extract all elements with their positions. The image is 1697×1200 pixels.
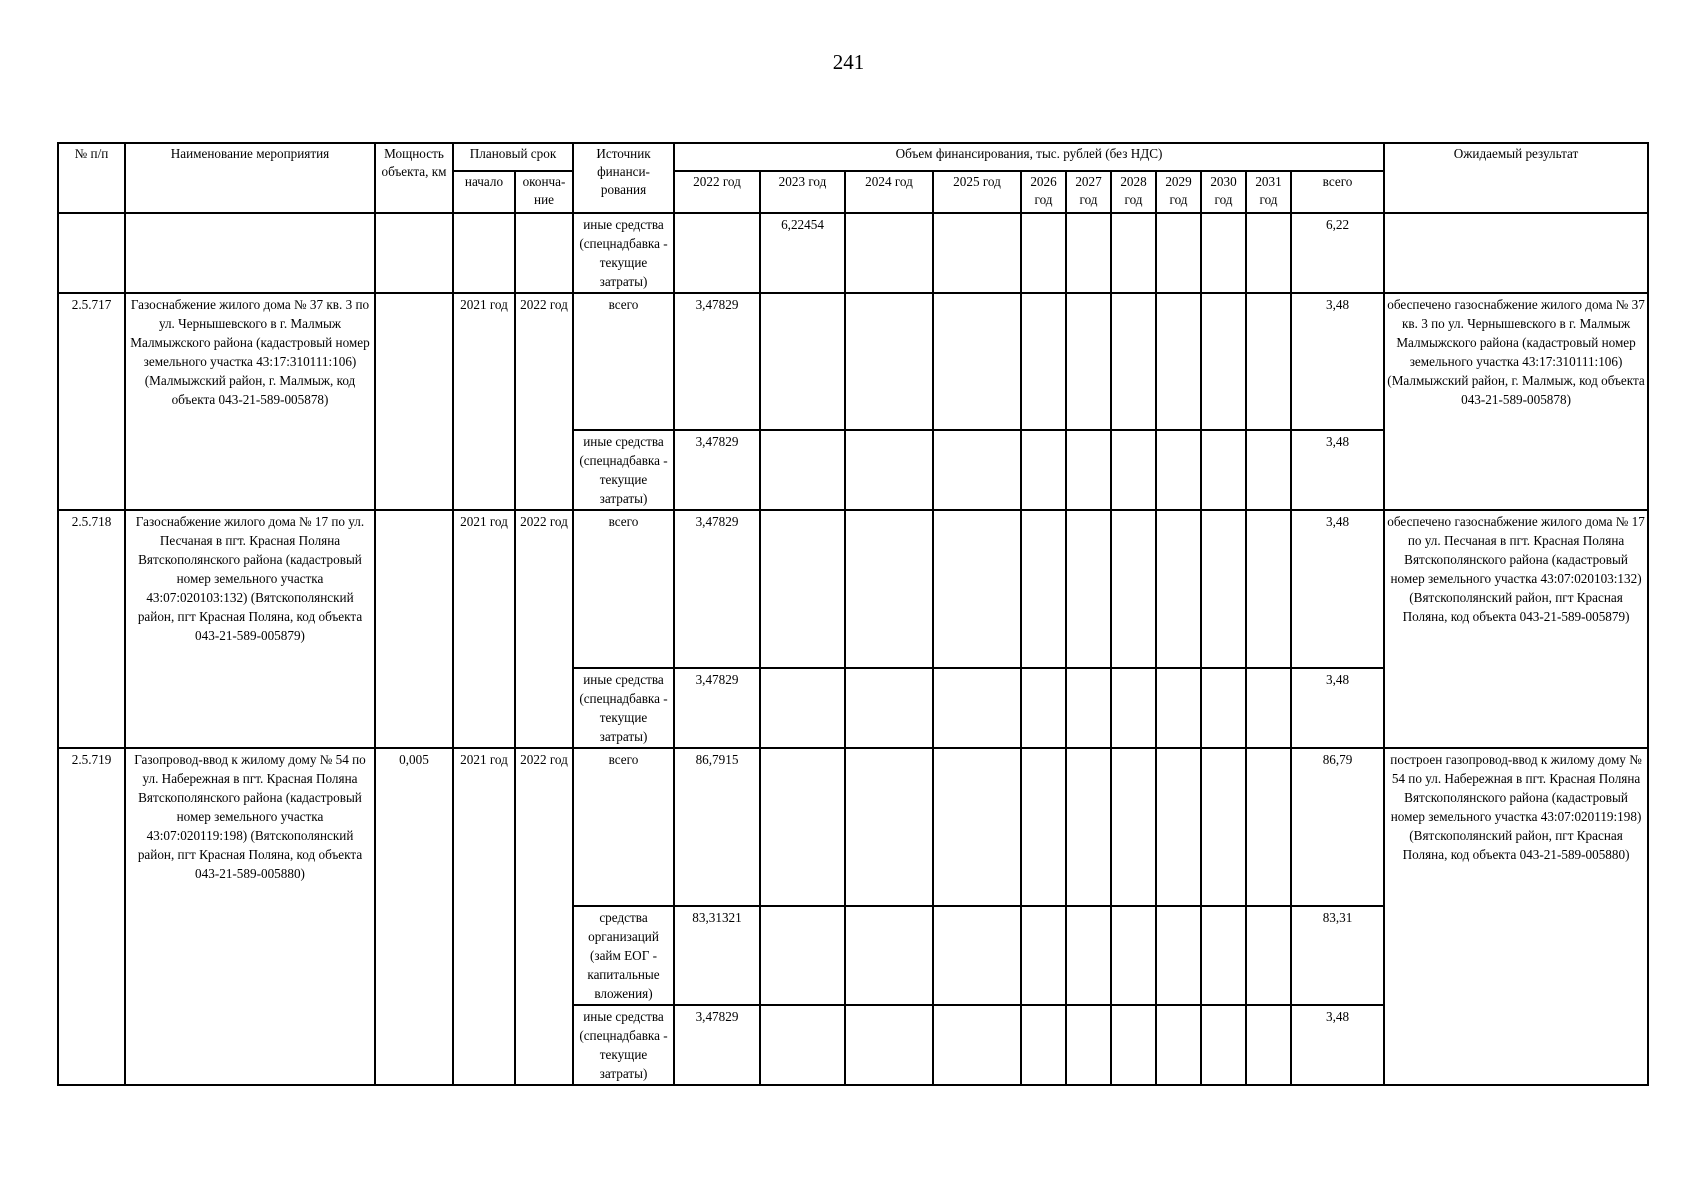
col-volume-header: Объем финансирования, тыс. рублей (без НДС)	[674, 143, 1384, 171]
row-number: 2.5.719	[58, 748, 125, 1085]
start-cell: 2021 год	[453, 510, 515, 748]
total-cell: 83,31	[1291, 906, 1384, 1005]
total-cell: 3,48	[1291, 1005, 1384, 1085]
total-cell: 86,79	[1291, 748, 1384, 906]
col-total-header: всего	[1291, 171, 1384, 213]
header-row-top	[58, 143, 1648, 171]
table-row	[58, 510, 1648, 668]
col-year-2026: 2026 год	[1021, 171, 1066, 213]
table-row	[58, 748, 1648, 906]
col-end-header: оконча-ние	[515, 171, 573, 213]
total-cell: 3,48	[1291, 510, 1384, 668]
table-row	[58, 293, 1648, 430]
col-year-2023: 2023 год	[760, 171, 845, 213]
col-year-2024: 2024 год	[845, 171, 933, 213]
value-cell: 86,7915	[674, 748, 760, 906]
col-year-2022: 2022 год	[674, 171, 760, 213]
table-row	[58, 213, 1648, 293]
value-cell: 83,31321	[674, 906, 760, 1005]
expected-result: обеспечено газоснабжение жилого дома № 37 кв. 3 по ул. Чернышевского в г. Малмыж Малмыжского района (кадастровый номер земельного участка 43:17:310111:106) (Малмыжский район, г. Малмыж, код объекта 043-21-589-005878)	[1384, 293, 1648, 510]
end-cell: 2022 год	[515, 748, 573, 1085]
col-result-header: Ожидаемый результат	[1384, 143, 1648, 213]
page-number: 241	[832, 50, 865, 74]
col-source-header: Источник финанси-рования	[573, 143, 674, 213]
end-cell: 2022 год	[515, 510, 573, 748]
source-cell: иные средства (спецнадбавка - текущие затраты)	[573, 668, 674, 748]
value-cell: 3,47829	[674, 1005, 760, 1085]
total-cell: 3,48	[1291, 293, 1384, 430]
event-name: Газопровод-ввод к жилому дому № 54 по ул. Набережная в пгт. Красная Поляна Вятскополянского района (кадастровый номер земельного участка 43:07:020119:198) (Вятскополянский район, пгт Красная Поляна, код объекта 043-21-589-005880)	[125, 748, 375, 1085]
event-name: Газоснабжение жилого дома № 17 по ул. Песчаная в пгт. Красная Поляна Вятскополянского района (кадастровый номер земельного участка 43:07:020103:132) (Вятскополянский район, пгт Красная Поляна, код объекта 043-21-589-005879)	[125, 510, 375, 748]
col-capacity-header: Мощность объекта, км	[375, 143, 453, 213]
col-planned-term-header: Плановый срок	[453, 143, 573, 171]
value-cell: 3,47829	[674, 293, 760, 430]
capacity-cell	[375, 293, 453, 510]
value-cell: 6,22454	[760, 213, 845, 293]
source-cell: средства организаций (займ ЕОГ - капитальные вложения)	[573, 906, 674, 1005]
value-cell: 3,47829	[674, 510, 760, 668]
capacity-cell: 0,005	[375, 748, 453, 1085]
col-year-2029: 2029 год	[1156, 171, 1201, 213]
end-cell: 2022 год	[515, 293, 573, 510]
source-cell: иные средства (спецнадбавка - текущие затраты)	[573, 430, 674, 510]
start-cell: 2021 год	[453, 748, 515, 1085]
capacity-cell	[375, 510, 453, 748]
col-name-header: Наименование мероприятия	[125, 143, 375, 213]
total-cell: 6,22	[1291, 213, 1384, 293]
total-cell: 3,48	[1291, 430, 1384, 510]
source-cell: иные средства (спецнадбавка - текущие затраты)	[573, 213, 674, 293]
col-year-2027: 2027 год	[1066, 171, 1111, 213]
row-number: 2.5.718	[58, 510, 125, 748]
event-name: Газоснабжение жилого дома № 37 кв. 3 по ул. Чернышевского в г. Малмыж Малмыжского района (кадастровый номер земельного участка 43:17:310111:106) (Малмыжский район, г. Малмыж, код объекта 043-21-589-005878)	[125, 293, 375, 510]
source-cell: всего	[573, 510, 674, 668]
source-cell: всего	[573, 748, 674, 906]
expected-result: построен газопровод-ввод к жилому дому № 54 по ул. Набережная в пгт. Красная Поляна Вятскополянского района (кадастровый номер земельного участка 43:07:020119:198) (Вятскополянский район, пгт Красная Поляна, код объекта 043-21-589-005880)	[1384, 748, 1648, 1085]
col-num-header: № п/п	[58, 143, 125, 213]
expected-result: обеспечено газоснабжение жилого дома № 17 по ул. Песчаная в пгт. Красная Поляна Вятскополянского района (кадастровый номер земельного участка 43:07:020103:132) (Вятскополянский район, пгт Красная Поляна, код объекта 043-21-589-005879)	[1384, 510, 1648, 748]
start-cell: 2021 год	[453, 293, 515, 510]
financing-table	[57, 142, 1649, 1086]
row-number: 2.5.717	[58, 293, 125, 510]
col-year-2031: 2031 год	[1246, 171, 1291, 213]
col-year-2025: 2025 год	[933, 171, 1021, 213]
source-cell: иные средства (спецнадбавка - текущие затраты)	[573, 1005, 674, 1085]
total-cell: 3,48	[1291, 668, 1384, 748]
col-start-header: начало	[453, 171, 515, 213]
col-year-2028: 2028 год	[1111, 171, 1156, 213]
value-cell: 3,47829	[674, 430, 760, 510]
source-cell: всего	[573, 293, 674, 430]
col-year-2030: 2030 год	[1201, 171, 1246, 213]
value-cell: 3,47829	[674, 668, 760, 748]
